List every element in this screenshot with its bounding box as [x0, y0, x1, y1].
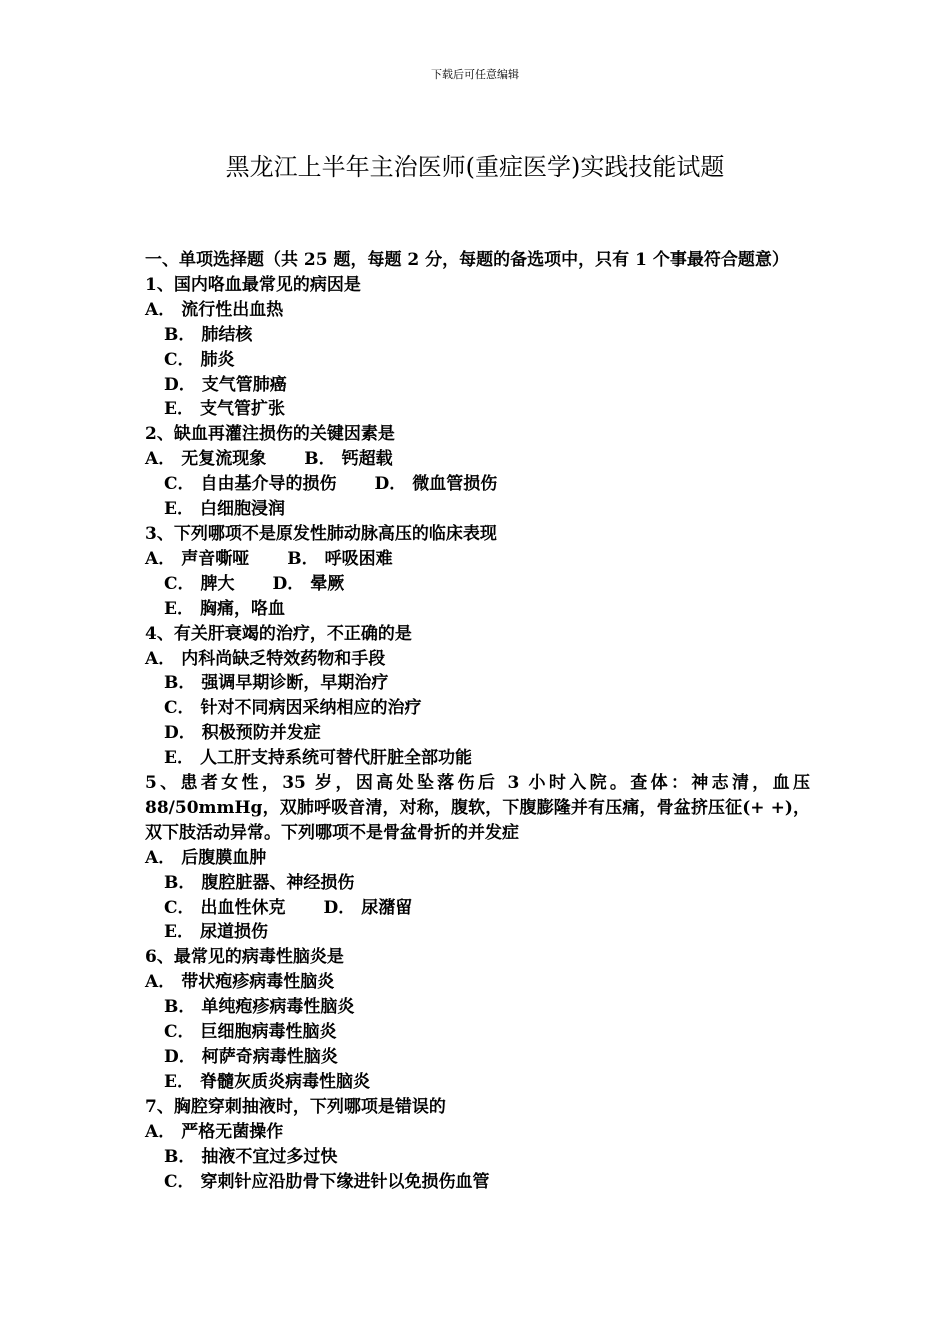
- answer-option: [164, 995, 354, 1020]
- answer-option: [164, 1045, 338, 1070]
- option-text: 抽液不宜过多过快: [201, 1146, 338, 1167]
- option-text: 微血管损伤: [412, 474, 498, 495]
- question-item: [145, 273, 810, 422]
- option-label: B．: [164, 872, 196, 893]
- option-label: E．: [164, 922, 194, 943]
- option-text: 腹腔脏器、神经损伤: [201, 872, 355, 893]
- option-text: 尿潴留: [361, 897, 413, 918]
- option-label: E．: [164, 399, 194, 420]
- option-label: C．: [164, 349, 195, 370]
- answer-option: [164, 721, 321, 746]
- option-label: A．: [145, 1121, 176, 1142]
- option-label: C．: [164, 1022, 195, 1043]
- option-row: [145, 647, 810, 672]
- answer-option: [164, 323, 252, 348]
- answer-option: [164, 1145, 337, 1170]
- option-text: 严格无菌操作: [181, 1121, 284, 1142]
- option-label: A．: [145, 648, 176, 669]
- option-label: D．: [272, 573, 305, 594]
- answer-option: [145, 846, 266, 871]
- option-label: A．: [145, 299, 176, 320]
- option-text: 针对不同病因采纳相应的治疗: [200, 698, 422, 719]
- answer-option: [287, 547, 392, 572]
- question-stem: 3、下列哪项不是原发性肺动脉高压的临床表现: [145, 523, 497, 544]
- option-text: 巨细胞病毒性脑炎: [200, 1022, 337, 1043]
- option-label: B．: [304, 449, 336, 470]
- option-row: [145, 547, 810, 572]
- option-text: 肺炎: [200, 349, 235, 370]
- option-text: 呼吸困难: [324, 548, 393, 569]
- option-text: 强调早期诊断，早期治疗: [201, 673, 389, 694]
- answer-option: [164, 348, 235, 373]
- option-text: 柯萨奇病毒性脑炎: [201, 1047, 338, 1067]
- answer-option: [164, 696, 422, 721]
- option-row: [145, 920, 810, 945]
- option-text: 无复流现象: [181, 449, 267, 470]
- option-row: [145, 348, 810, 373]
- option-text: 支气管肺癌: [201, 374, 287, 395]
- option-row: [145, 671, 810, 696]
- option-text: 胸痛，咯血: [199, 598, 285, 619]
- option-text: 支气管扩张: [199, 399, 285, 420]
- answer-option: [164, 373, 287, 398]
- page-header-note: 下载后可任意编辑: [431, 68, 519, 81]
- option-row: [145, 323, 810, 348]
- question-stem: 6、最常见的病毒性脑炎是: [145, 947, 344, 968]
- answer-option: [164, 746, 472, 771]
- option-label: C．: [164, 573, 195, 594]
- option-text: 出血性休克: [200, 897, 286, 918]
- option-text: 白细胞浸润: [199, 499, 285, 520]
- option-label: C．: [164, 1171, 195, 1192]
- option-text: 肺结核: [201, 324, 253, 345]
- option-text: 自由基介导的损伤: [200, 474, 337, 495]
- option-row: [145, 696, 810, 721]
- question-stem: 7、胸腔穿刺抽液时，下列哪项是错误的: [145, 1096, 446, 1117]
- option-label: E．: [164, 1071, 194, 1092]
- question-item: [145, 945, 810, 1094]
- answer-option: [164, 397, 285, 422]
- answer-option: [164, 1070, 370, 1095]
- option-label: D．: [164, 374, 196, 395]
- option-label: D．: [323, 897, 356, 918]
- answer-option: [145, 970, 334, 995]
- answer-option: [164, 572, 235, 597]
- answer-option: [164, 1020, 337, 1045]
- option-row: [145, 746, 810, 771]
- answer-option: [375, 472, 498, 497]
- answer-option: [164, 597, 285, 622]
- question-stem: 4、有关肝衰竭的治疗，不正确的是: [145, 623, 412, 644]
- question-stem: 2、缺血再灌注损伤的关键因素是: [145, 424, 395, 445]
- option-row: [145, 1145, 810, 1170]
- option-label: C．: [164, 474, 195, 495]
- question-list: [145, 273, 810, 1195]
- answer-option: [273, 572, 345, 597]
- option-text: 内科尚缺乏特效药物和手段: [181, 648, 386, 669]
- option-text: 穿刺针应沿肋骨下缘进针以免损伤血管: [200, 1171, 490, 1192]
- option-text: 带状疱疹病毒性脑炎: [181, 972, 335, 993]
- option-label: A．: [145, 449, 176, 470]
- answer-option: [164, 472, 337, 497]
- answer-option: [304, 447, 392, 472]
- option-text: 脾大: [200, 573, 235, 594]
- answer-option: [145, 298, 283, 323]
- question-item: [145, 622, 810, 771]
- option-label: D．: [374, 474, 407, 495]
- answer-option: [324, 896, 413, 921]
- option-text: 声音嘶哑: [181, 548, 250, 569]
- answer-option: [164, 896, 286, 921]
- option-row: [145, 1070, 810, 1095]
- option-row: [145, 1120, 810, 1145]
- option-label: E．: [164, 499, 194, 520]
- option-label: A．: [145, 847, 176, 868]
- question-stem: 1、国内咯血最常见的病因是: [145, 274, 361, 295]
- option-row: [145, 995, 810, 1020]
- answer-option: [164, 671, 388, 696]
- option-row: [145, 970, 810, 995]
- option-text: 尿道损伤: [199, 922, 268, 943]
- option-text: 晕厥: [310, 573, 345, 594]
- option-row: [145, 447, 810, 472]
- option-label: B．: [164, 1146, 196, 1167]
- question-item: [145, 1095, 810, 1195]
- option-label: A．: [145, 548, 176, 569]
- answer-option: [145, 447, 266, 472]
- question-item: [145, 422, 810, 522]
- answer-option: [145, 647, 385, 672]
- option-label: C．: [164, 698, 195, 719]
- option-text: 单纯疱疹病毒性脑炎: [201, 997, 355, 1018]
- option-row: [145, 373, 810, 398]
- option-text: 流行性出血热: [181, 299, 284, 320]
- option-label: D．: [164, 1047, 196, 1067]
- answer-option: [145, 547, 249, 572]
- option-label: B．: [164, 324, 196, 345]
- option-text: 后腹膜血肿: [181, 847, 267, 868]
- option-row: [145, 497, 810, 522]
- option-row: [145, 472, 810, 497]
- option-row: [145, 871, 810, 896]
- option-row: [145, 1045, 810, 1070]
- answer-option: [164, 920, 268, 945]
- option-row: [145, 1170, 810, 1195]
- option-label: D．: [164, 723, 196, 744]
- document-body: [145, 248, 810, 1194]
- answer-option: [145, 1120, 283, 1145]
- answer-option: [164, 1170, 490, 1195]
- option-row: [145, 597, 810, 622]
- option-label: C．: [164, 897, 195, 918]
- document-title: 黑龙江上半年主治医师(重症医学)实践技能试题: [225, 153, 725, 181]
- option-row: [145, 721, 810, 746]
- option-label: A．: [145, 972, 176, 993]
- option-label: E．: [164, 748, 194, 769]
- answer-option: [164, 871, 354, 896]
- option-text: 钙超载: [341, 449, 393, 470]
- question-stem: 5、患者女性，35 岁，因高处坠落伤后 3 小时入院。查体：神志清，血压 88/50mmHg，双肺呼吸音清，对称，腹软，下腹膨隆并有压痛，骨盆挤压征(+ +)，双下肢活动异常。下列哪项不是骨盆骨折的并发症: [145, 773, 810, 843]
- question-item: [145, 522, 810, 622]
- option-text: 人工肝支持系统可替代肝脏全部功能: [199, 748, 472, 769]
- answer-option: [164, 497, 285, 522]
- option-row: [145, 572, 810, 597]
- option-label: B．: [164, 673, 196, 694]
- option-row: [145, 298, 810, 323]
- option-label: B．: [164, 997, 196, 1018]
- option-row: [145, 1020, 810, 1045]
- section-heading: 一、单项选择题（共 25 题，每题 2 分，每题的备选项中，只有 1 个事最符合题意）: [145, 250, 789, 270]
- option-row: [145, 846, 810, 871]
- option-row: [145, 397, 810, 422]
- question-item: [145, 771, 810, 945]
- option-text: 脊髓灰质炎病毒性脑炎: [199, 1071, 370, 1092]
- option-label: B．: [287, 548, 319, 569]
- option-text: 积极预防并发症: [201, 723, 321, 744]
- option-row: [145, 896, 810, 921]
- option-label: E．: [164, 598, 194, 619]
